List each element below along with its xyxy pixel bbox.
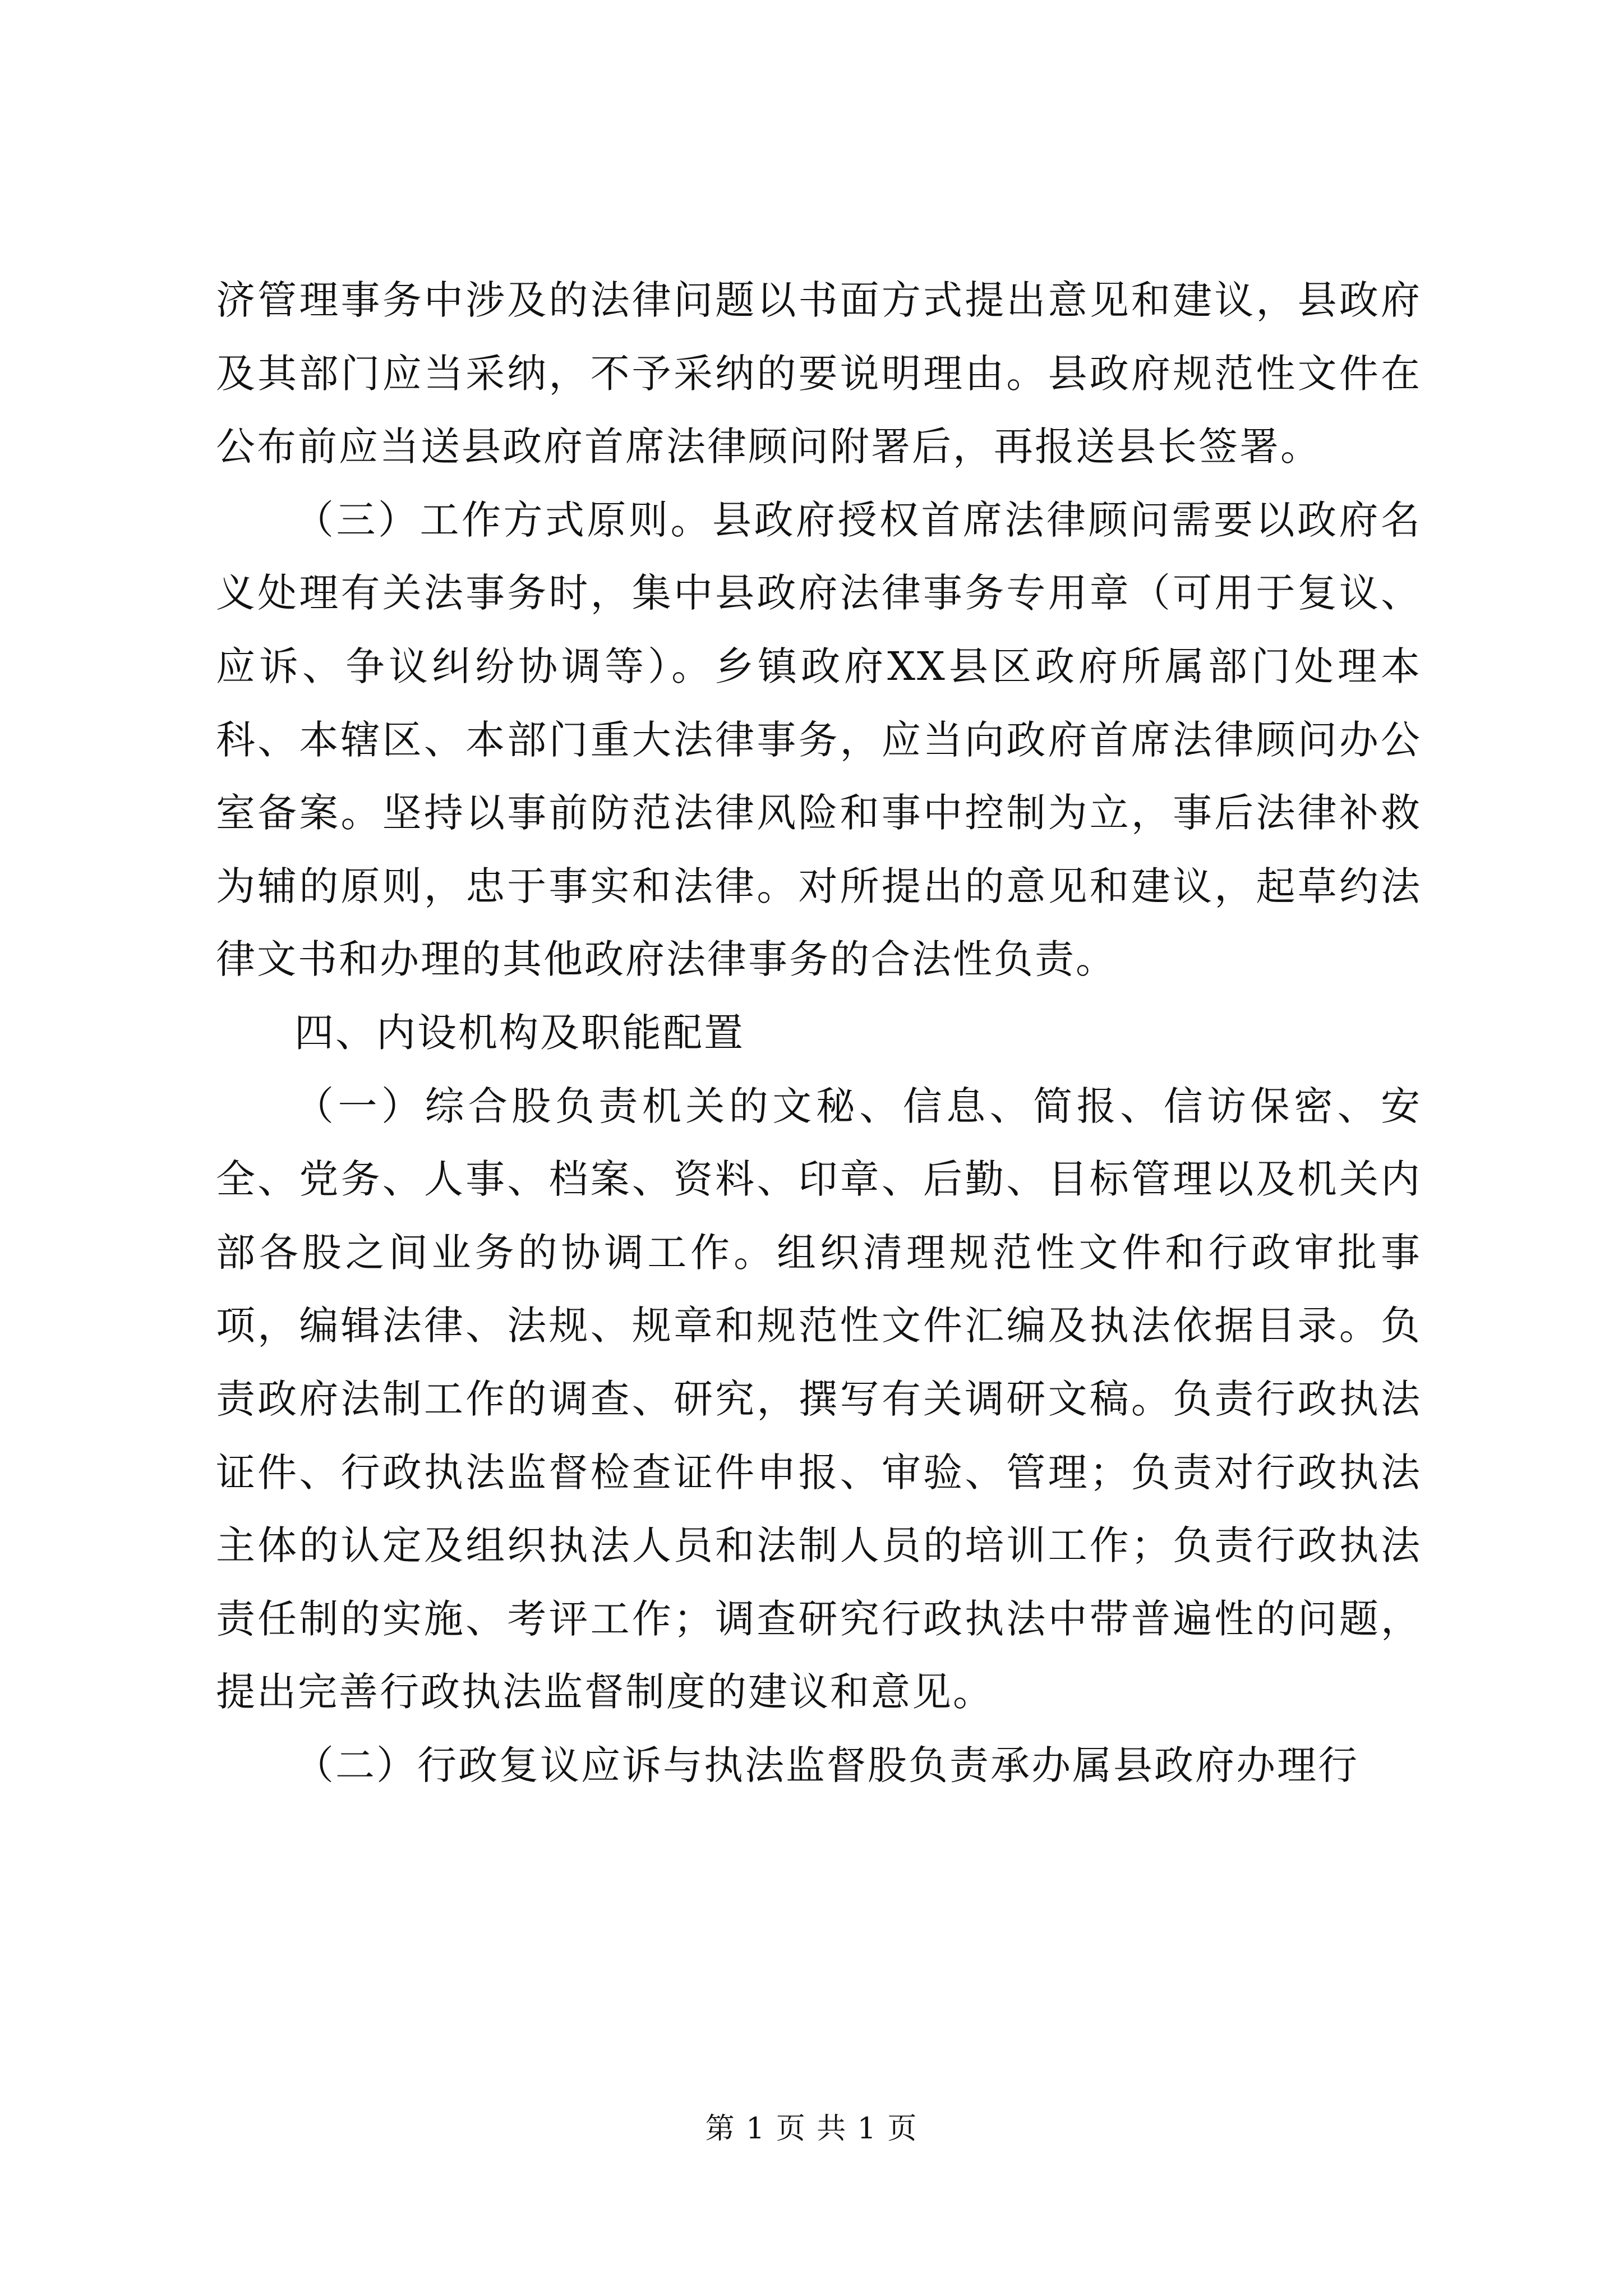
section-heading-internal-structure: 四、内设机构及职能配置 [294,1009,745,1056]
paragraph-review-supervision-unit: （二）行政复议应诉与执法监督股负责承办属县政府办理行 [294,1742,1359,1788]
page-number-label: 第 1 页 共 1 页 [705,2112,918,2146]
paragraph-work-method-principle: （三）工作方式原则。县政府授权首席法律顾问需要以政府名义处理有关法事务时，集中县政府法律事务专用章（可用于复议、应诉、争议纠纷协调等）。乡镇政府XX县区政府所属部门处理本科、本辖区、本部门重大法律事务，应当向政府首席法律顾问办公室备案。坚持以事前防范法律风险和事中控制为立，事后法律补救为辅的原则，忠于事实和法律。对所提出的意见和建议，起草约法律文书和办理的其他政府法律事务的合法性负责。 [216,496,1422,983]
paragraph-general-affairs-unit: （一）综合股负责机关的文秘、信息、简报、信访保密、安全、党务、人事、档案、资料、印章、后勤、目标管理以及机关内部各股之间业务的协调工作。组织清理规范性文件和行政审批事项，编辑法律、法规、规章和规范性文件汇编及执法依据目录。负责政府法制工作的调查、研究，撰写有关调研文稿。负责行政执法证件、行政执法监督检查证件申报、审验、管理；负责对行政执法主体的认定及组织执法人员和法制人员的培训工作；负责行政执法责任制的实施、考评工作；调查研究行政执法中带普遍性的问题，提出完善行政执法监督制度的建议和意见。 [216,1083,1422,1715]
document-body [216,264,1422,1802]
page-footer [0,2109,1623,2148]
paragraph-continuation: 济管理事务中涉及的法律问题以书面方式提出意见和建议，县政府及其部门应当采纳，不予采纳的要说明理由。县政府规范性文件在公布前应当送县政府首席法律顾问附署后，再报送县长签署。 [216,277,1422,470]
